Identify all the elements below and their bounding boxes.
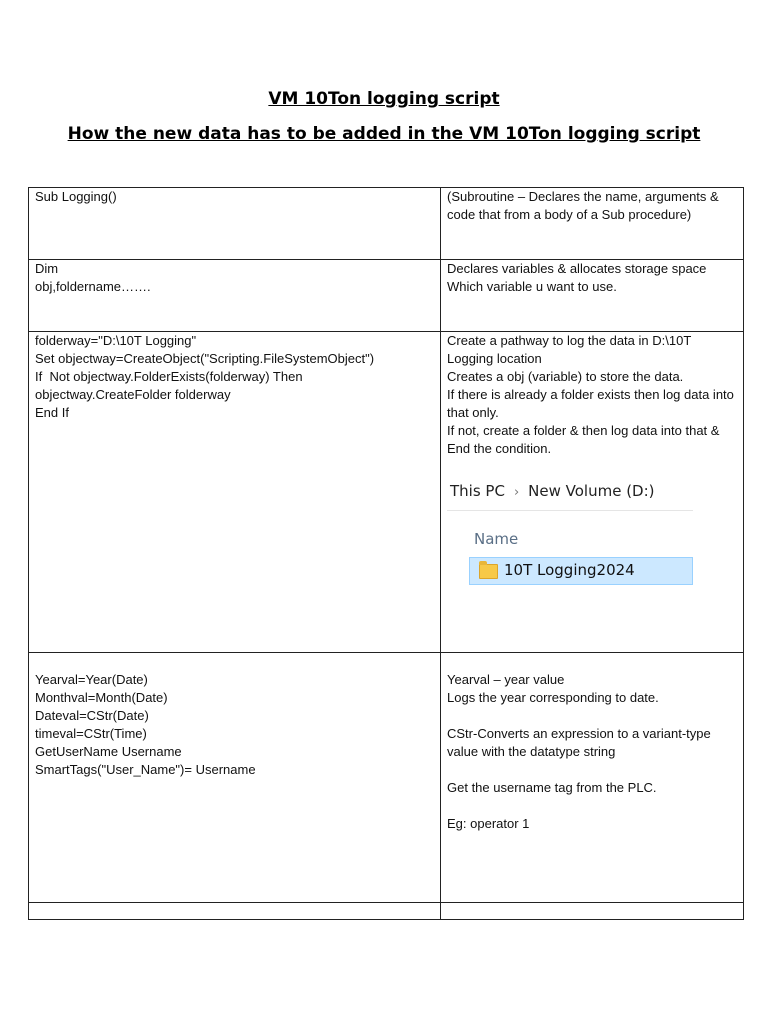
- code-line: Monthval=Month(Date): [35, 690, 168, 705]
- code-line: objectway.CreateFolder folderway: [35, 387, 231, 402]
- description-cell: [441, 260, 744, 332]
- empty-cell: [29, 903, 441, 920]
- column-header-name: Name: [474, 530, 519, 548]
- code-line: folderway="D:\10T Logging": [35, 333, 197, 348]
- table-row: [29, 188, 744, 260]
- table-row: [29, 260, 744, 332]
- code-line: If Not objectway.FolderExists(folderway) Then: [35, 369, 303, 384]
- code-line: Set objectway=CreateObject("Scripting.FileSystemObject"): [35, 351, 375, 366]
- description-cell: [441, 332, 744, 653]
- code-line: End If: [35, 405, 69, 420]
- code-cell: [29, 188, 441, 260]
- table-row: [29, 653, 744, 903]
- breadcrumb-item-this-pc: This PC: [450, 482, 505, 500]
- description-text: Declares variables & allocates storage space: [447, 261, 707, 276]
- spacer: [447, 653, 737, 671]
- code-line: obj,foldername…….: [35, 279, 151, 294]
- divider: [447, 510, 693, 511]
- breadcrumb: [450, 482, 655, 502]
- spacer: [447, 707, 737, 725]
- description-cell: [441, 653, 744, 903]
- document-subtitle: How the new data has to be added in the VM 10Ton logging script: [67, 124, 701, 144]
- table-row: [29, 332, 744, 653]
- code-line: SmartTags("User_Name")= Username: [35, 762, 256, 777]
- description-text: (Subroutine – Declares the name, arguments & code that from a body of a Sub procedure): [447, 189, 719, 222]
- code-cell: [29, 332, 441, 653]
- spacer: [447, 797, 737, 815]
- code-line: Yearval=Year(Date): [35, 672, 148, 687]
- empty-cell: [441, 903, 744, 920]
- breadcrumb-item-drive: New Volume (D:): [528, 482, 655, 500]
- description-text: End the condition.: [447, 441, 552, 456]
- description-cell: [441, 188, 744, 260]
- description-text: Create a pathway to log the data in D:\10T Logging location: [447, 333, 692, 366]
- chevron-right-icon: ›: [513, 485, 520, 500]
- spacer: [447, 761, 737, 779]
- description-text: Logs the year corresponding to date.: [447, 690, 659, 705]
- description-text: Which variable u want to use.: [447, 279, 617, 294]
- document-title: VM 10Ton logging script: [268, 89, 500, 109]
- code-line: Dim: [35, 261, 59, 276]
- description-text: Eg: operator 1: [447, 816, 530, 831]
- file-explorer-screenshot: [447, 480, 693, 590]
- description-text: Yearval – year value: [447, 672, 565, 687]
- description-text: Get the username tag from the PLC.: [447, 780, 657, 795]
- folder-list-item: [469, 557, 693, 585]
- spacer: [35, 653, 434, 671]
- code-cell: [29, 653, 441, 903]
- script-table: [28, 187, 744, 920]
- code-line: Sub Logging(): [35, 189, 117, 204]
- description-text: CStr-Converts an expression to a variant-type value with the datatype string: [447, 726, 711, 759]
- table-row: [29, 903, 744, 920]
- folder-name: 10T Logging2024: [504, 561, 635, 579]
- description-text: If there is already a folder exists then log data into that only.: [447, 387, 734, 420]
- description-text: Creates a obj (variable) to store the data.: [447, 369, 684, 384]
- code-line: Dateval=CStr(Date): [35, 708, 149, 723]
- description-text: If not, create a folder & then log data into that &: [447, 423, 720, 438]
- code-cell: [29, 260, 441, 332]
- code-line: GetUserName Username: [35, 744, 182, 759]
- code-line: timeval=CStr(Time): [35, 726, 147, 741]
- folder-icon: [479, 564, 498, 579]
